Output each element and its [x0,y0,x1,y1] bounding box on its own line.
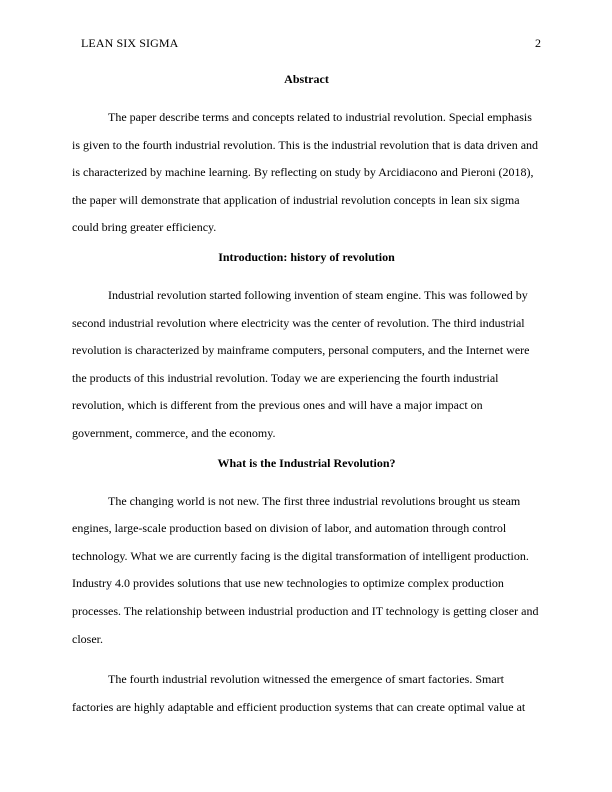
abstract-paragraph: The paper describe terms and concepts related to industrial revolution. Special emphasis is given to the fourth industrial revolution. This is the industrial revolution that is data driven and is characterized by machine learning. By reflecting on study by Arcidiacono and Pieroni (2018), the paper will demonstrate that application of industrial revolution concepts in lean six sigma could bring greater efficiency. [72,110,539,235]
section-heading-industrial-revolution: What is the Industrial Revolution? [217,455,396,470]
industrial-revolution-paragraph-1: The changing world is not new. The first three industrial revolutions brought us steam engines, large-scale production based on division of labor, and automation through control technology. What we are currently facing is the digital transformation of intelligent production. Industry 4.0 provides solutions that use new technologies to optimize complex production processes. The relationship between industrial production and IT technology is getting closer and closer. [72,493,539,646]
introduction-paragraph: Industrial revolution started following invention of steam engine. This was followed by second industrial revolution where electricity was the center of revolution. The third industrial revolution is characterized by mainframe computers, personal computers, and the Internet were the products of this industrial revolution. Today we are experiencing the fourth industrial revolution, which is different from the previous ones and will have a major impact on government, commerce, and the economy. [72,287,530,440]
industrial-revolution-paragraph-2: The fourth industrial revolution witnessed the emergence of smart factories. Smart factories are highly adaptable and efficient production systems that can create optimal value at [72,672,526,714]
section-heading-abstract: Abstract [284,72,329,86]
document-body [72,69,541,730]
page-number: 2 [535,36,541,50]
running-head: LEAN SIX SIGMA [81,36,179,50]
section-heading-introduction: Introduction: history of revolution [218,249,395,264]
